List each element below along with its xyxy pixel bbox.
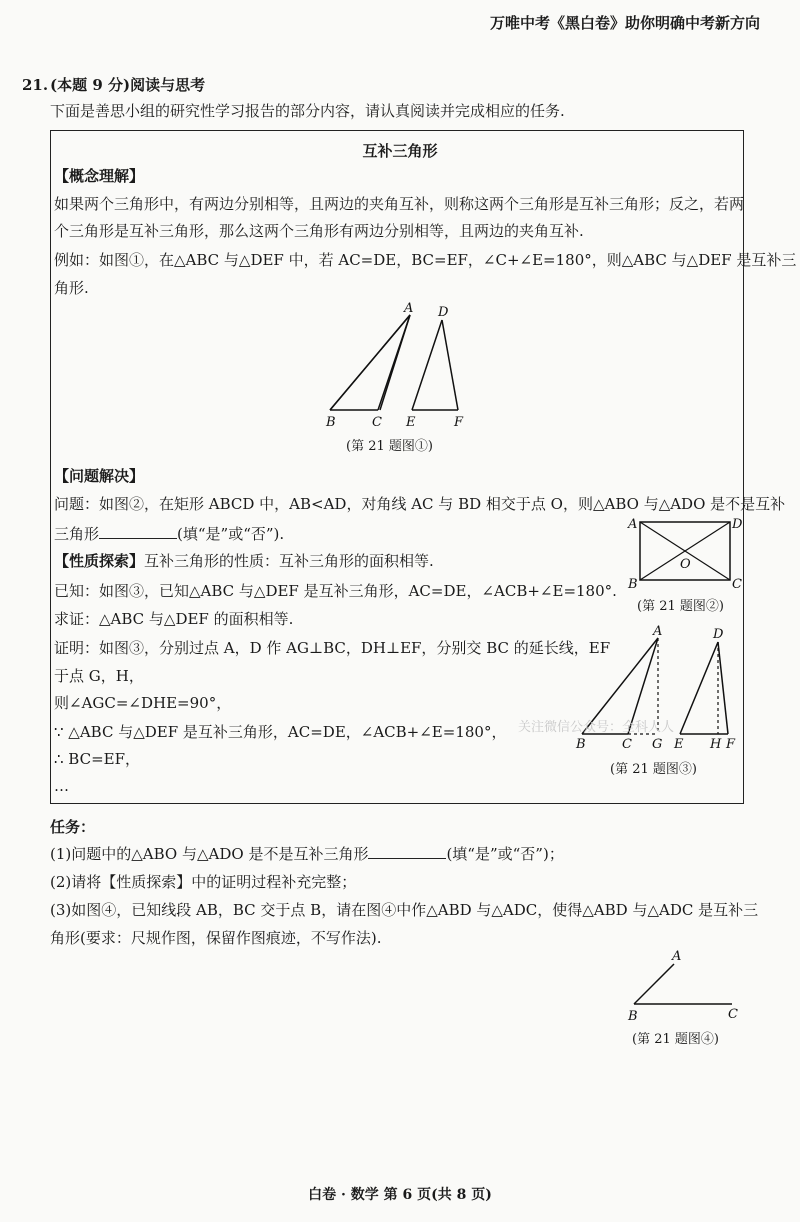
fig3-label-B: B	[576, 737, 586, 752]
fig3-caption: (第 21 题图③)	[610, 762, 697, 777]
property-text: 互补三角形的性质：互补三角形的面积相等.	[144, 552, 434, 570]
answer-blank[interactable]	[99, 524, 177, 539]
fig2-label-C: C	[732, 577, 742, 592]
concept-heading: 【概念理解】	[54, 167, 145, 185]
fig3-label-F: F	[726, 737, 736, 752]
fig3-label-G: G	[652, 737, 663, 752]
concept-line: 角形.	[54, 279, 89, 297]
proof-line: ∵ △ABC 与△DEF 是互补三角形，AC=DE，∠ACB+∠E=180°，	[54, 723, 507, 741]
figure-2	[626, 512, 742, 592]
fig3-label-H: H	[710, 737, 722, 752]
watermark: 关注微信公众号：全科人人	[518, 720, 675, 735]
figure-4	[622, 946, 748, 1026]
task-1-text: (1)问题中的△ABO 与△ADO 是不是互补三角形	[50, 845, 369, 863]
known-line: 已知：如图③，已知△ABC 与△DEF 是互补三角形，AC=DE，∠ACB+∠E=180°.	[54, 582, 617, 600]
report-title: 互补三角形	[362, 142, 438, 160]
concept-line: 例如：如图①，在△ABC 与△DEF 中，若 AC=DE，BC=EF，∠C+∠E=180°，则△ABC 与△DEF 是互补三	[54, 251, 797, 269]
fig1-label-B: B	[326, 415, 336, 430]
fig4-label-B: B	[628, 1009, 638, 1024]
fig4-caption: (第 21 题图④)	[632, 1032, 719, 1047]
fig3-label-A: A	[653, 624, 663, 639]
figure-1	[320, 300, 480, 430]
fig3-label-D: D	[713, 627, 724, 642]
fig2-label-O: O	[680, 557, 691, 572]
fig2-caption: (第 21 题图②)	[637, 599, 724, 614]
fig3-label-E: E	[674, 737, 684, 752]
fig2-label-D: D	[732, 517, 742, 532]
proof-line: ∴ BC=EF，	[54, 750, 141, 768]
concept-line: 个三角形是互补三角形，那么这两个三角形有两边分别相等，且两边的夹角互补.	[54, 222, 584, 240]
fig3-label-C: C	[622, 737, 632, 752]
task-3-line: 角形(要求：尺规作图，保留作图痕迹，不写作法).	[50, 929, 382, 947]
problem-text: 三角形	[54, 525, 100, 543]
question-number: 21.	[22, 76, 49, 94]
proof-line: 于点 G，H，	[54, 667, 144, 685]
prove-line: 求证：△ABC 与△DEF 的面积相等.	[54, 610, 294, 628]
page-header: 万唯中考《黑白卷》助你明确中考新方向	[489, 14, 760, 32]
fig1-label-E: E	[406, 415, 416, 430]
fig1-label-A: A	[404, 301, 414, 316]
page-footer: 白卷 · 数学 第 6 页(共 8 页)	[308, 1187, 492, 1203]
proof-line: 则∠AGC=∠DHE=90°，	[54, 694, 232, 712]
question-intro: 下面是善思小组的研究性学习报告的部分内容，请认真阅读并完成相应的任务.	[50, 102, 565, 120]
fig1-label-F: F	[454, 415, 464, 430]
fig2-label-A: A	[628, 517, 638, 532]
task-1	[50, 843, 564, 865]
fig4-label-A: A	[672, 949, 682, 964]
property-line	[54, 550, 434, 572]
task-2: (2)请将【性质探索】中的证明过程补充完整；	[50, 873, 357, 891]
fig1-label-C: C	[372, 415, 382, 430]
fig4-label-C: C	[728, 1007, 738, 1022]
problem-line-2	[54, 523, 284, 545]
task-3-line: (3)如图④，已知线段 AB，BC 交于点 B，请在图④中作△ABD 与△ADC，使得△ABD 与△ADC 是互补三	[50, 901, 759, 919]
problem-line: 问题：如图②，在矩形 ABCD 中，AB<AD，对角线 AC 与 BD 相交于点 O，则△ABO 与△ADO 是不是互补	[54, 495, 786, 513]
property-heading: 【性质探索】	[54, 552, 145, 570]
question-title: (本题 9 分)阅读与思考	[50, 76, 206, 94]
problem-heading: 【问题解决】	[54, 467, 145, 485]
task-1-hint: (填“是”或“否”)；	[446, 845, 564, 863]
problem-text: (填“是”或“否”).	[177, 525, 285, 543]
proof-line: …	[54, 777, 69, 795]
fig1-caption: (第 21 题图①)	[346, 439, 433, 454]
fig1-label-D: D	[438, 305, 449, 320]
concept-line: 如果两个三角形中，有两边分别相等，且两边的夹角互补，则称这两个三角形是互补三角形；反之，若两	[54, 195, 745, 213]
proof-line: 证明：如图③，分别过点 A，D 作 AG⊥BC，DH⊥EF，分别交 BC 的延长线，EF	[54, 639, 611, 657]
task-1-blank[interactable]	[368, 844, 446, 859]
fig2-label-B: B	[628, 577, 638, 592]
tasks-heading: 任务：	[50, 818, 96, 836]
